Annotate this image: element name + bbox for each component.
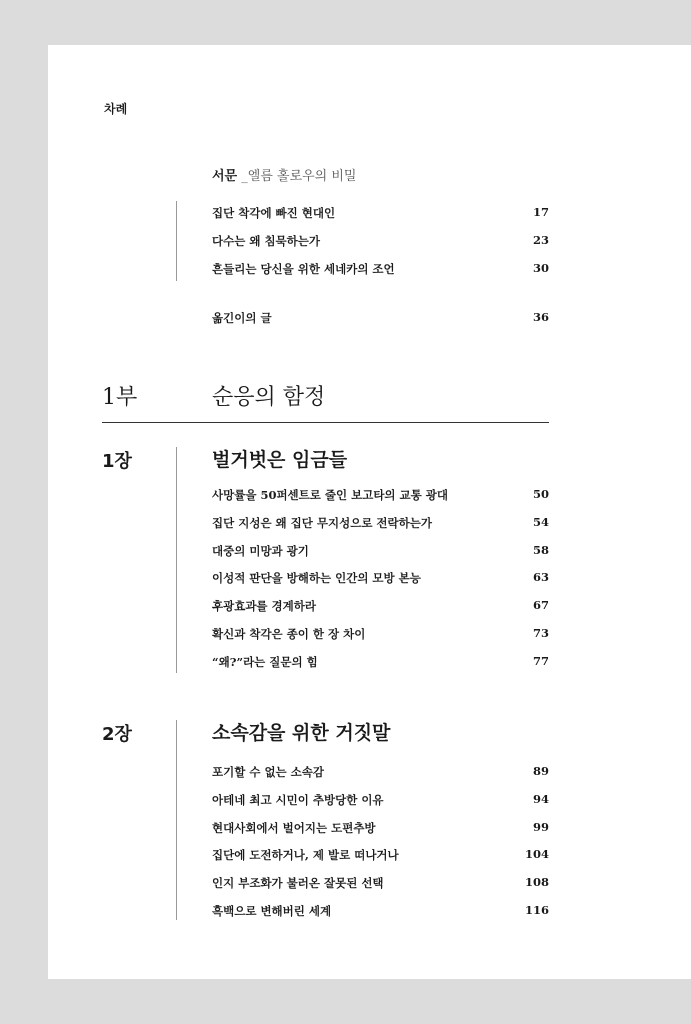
entry-title: 집단 착각에 빠진 현대인 bbox=[212, 206, 336, 220]
entry-page: 23 bbox=[532, 233, 549, 247]
entry-title: 옮긴이의 글 bbox=[212, 311, 272, 325]
entry-page: 63 bbox=[532, 570, 549, 584]
toc-entry[interactable] bbox=[212, 598, 549, 618]
toc-entry[interactable] bbox=[212, 626, 549, 646]
toc-entry[interactable] bbox=[212, 764, 549, 784]
toc-entry[interactable] bbox=[212, 847, 549, 867]
toc-entry[interactable] bbox=[212, 654, 549, 674]
toc-entry[interactable] bbox=[212, 261, 549, 281]
entry-page: 36 bbox=[532, 310, 549, 324]
chapter-title: 소속감을 위한 거짓말 bbox=[212, 722, 391, 744]
toc-entry[interactable] bbox=[212, 820, 549, 840]
toc-entry[interactable] bbox=[212, 205, 549, 225]
entry-title: 아테네 최고 시민이 추방당한 이유 bbox=[212, 793, 384, 807]
toc-entry[interactable] bbox=[212, 543, 549, 563]
chapter-number: 1장 bbox=[102, 451, 132, 472]
toc-entry[interactable] bbox=[212, 487, 549, 507]
entry-title: 흔들리는 당신을 위한 세네카의 조언 bbox=[212, 262, 395, 276]
entry-page: 116 bbox=[524, 903, 549, 917]
entry-page: 50 bbox=[532, 487, 549, 501]
entry-page: 54 bbox=[532, 515, 549, 529]
book-page bbox=[48, 45, 691, 979]
chapter-divider bbox=[176, 720, 177, 920]
entry-title: 현대사회에서 벌어지는 도편추방 bbox=[212, 821, 376, 835]
chapter-number: 2장 bbox=[102, 724, 132, 745]
part-divider bbox=[102, 422, 549, 423]
entry-page: 30 bbox=[532, 261, 549, 275]
entry-page: 77 bbox=[532, 654, 549, 668]
entry-page: 89 bbox=[532, 764, 549, 778]
entry-page: 99 bbox=[532, 820, 549, 834]
part-number: 1부 bbox=[102, 385, 138, 410]
entry-title: 확신과 착각은 종이 한 장 차이 bbox=[212, 627, 366, 641]
chapter-title: 벌거벗은 임금들 bbox=[212, 449, 348, 471]
toc-entry[interactable] bbox=[212, 792, 549, 812]
entry-title: 이성적 판단을 방해하는 인간의 모방 본능 bbox=[212, 571, 421, 585]
toc-entry[interactable] bbox=[212, 233, 549, 253]
entry-title: 흑백으로 변해버린 세계 bbox=[212, 904, 332, 918]
toc-entry[interactable] bbox=[212, 570, 549, 590]
preface-subtitle: _엘름 홀로우의 비밀 bbox=[237, 169, 357, 184]
entry-page: 104 bbox=[524, 847, 549, 861]
chapter-divider bbox=[176, 447, 177, 673]
entry-page: 17 bbox=[532, 205, 549, 219]
entry-title: 대중의 미망과 광기 bbox=[212, 544, 309, 558]
toc-entry[interactable] bbox=[212, 875, 549, 895]
entry-title: “왜?”라는 질문의 힘 bbox=[212, 655, 318, 669]
entry-title: 포기할 수 없는 소속감 bbox=[212, 765, 324, 779]
entry-page: 108 bbox=[524, 875, 549, 889]
entry-page: 67 bbox=[532, 598, 549, 612]
part-title: 순응의 함정 bbox=[212, 385, 326, 410]
preface-label: 서문 bbox=[212, 169, 238, 184]
preface-heading bbox=[212, 165, 357, 184]
toc-entry-translator-note[interactable] bbox=[212, 310, 549, 330]
entry-page: 94 bbox=[532, 792, 549, 806]
toc-entry[interactable] bbox=[212, 515, 549, 535]
entry-title: 다수는 왜 침묵하는가 bbox=[212, 234, 320, 248]
entry-title: 사망률을 50퍼센트로 줄인 보고타의 교통 광대 bbox=[212, 488, 448, 502]
entry-page: 58 bbox=[532, 543, 549, 557]
entry-title: 집단에 도전하거나, 제 발로 떠나거나 bbox=[212, 848, 399, 862]
entry-page: 73 bbox=[532, 626, 549, 640]
entry-title: 인지 부조화가 불러온 잘못된 선택 bbox=[212, 876, 384, 890]
preface-divider bbox=[176, 201, 177, 281]
toc-entry[interactable] bbox=[212, 903, 549, 923]
entry-title: 집단 지성은 왜 집단 무지성으로 전락하는가 bbox=[212, 516, 432, 530]
entry-title: 후광효과를 경계하라 bbox=[212, 599, 316, 613]
toc-heading: 차례 bbox=[104, 102, 128, 116]
